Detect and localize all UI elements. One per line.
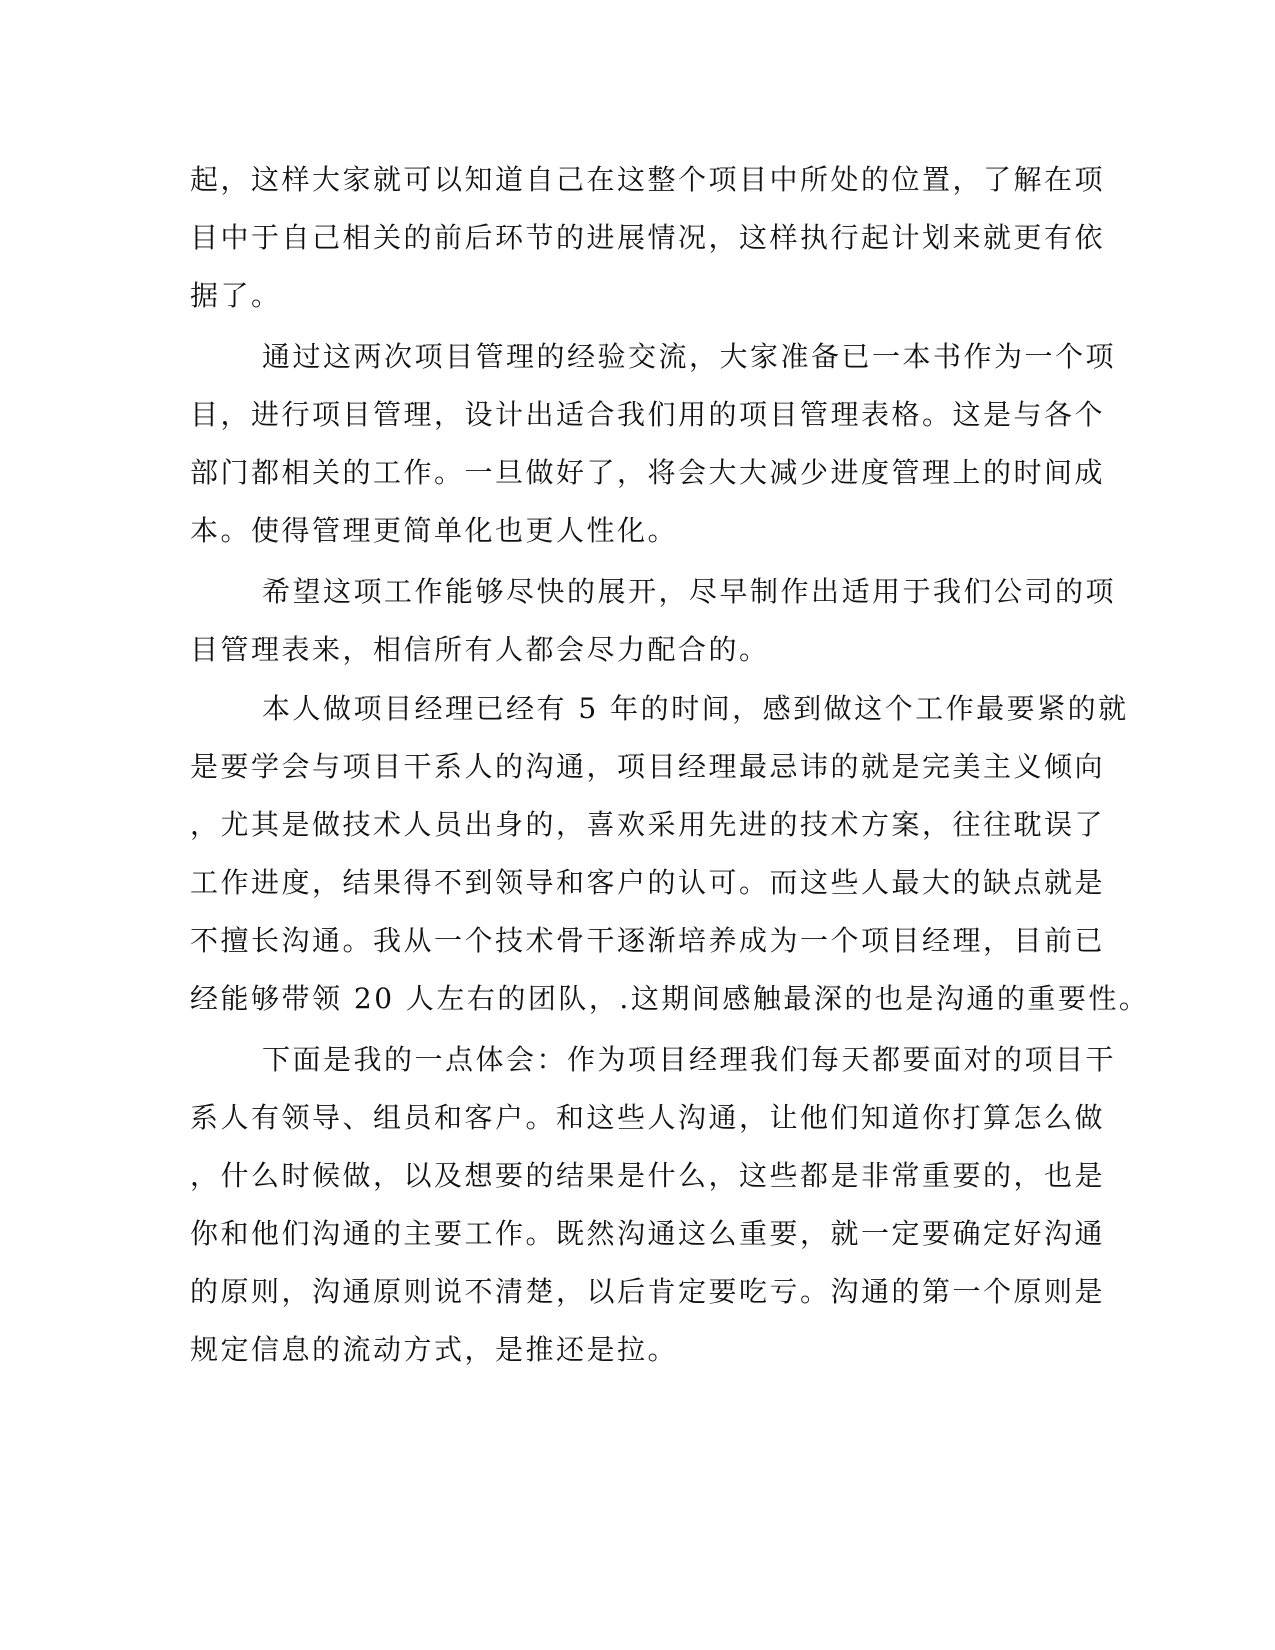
text-line: 不擅长沟通。我从一个技术骨干逐渐培养成为一个项目经理，目前已 (190, 924, 1106, 957)
text-line: 工作进度，结果得不到领导和客户的认可。而这些人最大的缺点就是 (190, 866, 1106, 899)
text-line: ，尤其是做技术人员出身的，喜欢采用先进的技术方案，往往耽误了 (190, 808, 1106, 841)
text-line: 是要学会与项目干系人的沟通，项目经理最忌讳的就是完美主义倾向 (190, 750, 1106, 783)
text-line: 本。使得管理更简单化也更人性化。 (190, 514, 679, 547)
text-line: 的原则，沟通原则说不清楚，以后肯定要吃亏。沟通的第一个原则是 (190, 1275, 1106, 1308)
text-line: 经能够带领 20 人左右的团队，.这期间感触最深的也是沟通的重要性。 (190, 982, 1150, 1015)
paragraph-first-line: 通过这两次项目管理的经验交流，大家准备已一本书作为一个项 (262, 340, 1117, 373)
text-line: 据了。 (190, 279, 282, 312)
text-line: 系人有领导、组员和客户。和这些人沟通，让他们知道你打算怎么做 (190, 1101, 1106, 1134)
text-line: 你和他们沟通的主要工作。既然沟通这么重要，就一定要确定好沟通 (190, 1217, 1106, 1250)
text-line: 规定信息的流动方式，是推还是拉。 (190, 1333, 679, 1366)
text-line: 目中于自己相关的前后环节的进展情况，这样执行起计划来就更有依 (190, 221, 1106, 254)
text-line: 目管理表来，相信所有人都会尽力配合的。 (190, 633, 770, 666)
text-line: 部门都相关的工作。一旦做好了，将会大大减少进度管理上的时间成 (190, 456, 1106, 489)
paragraph-first-line: 本人做项目经理已经有 5 年的时间，感到做这个工作最要紧的就 (262, 692, 1129, 725)
text-line: 起，这样大家就可以知道自己在这整个项目中所处的位置，了解在项 (190, 163, 1106, 196)
paragraph-first-line: 希望这项工作能够尽快的展开，尽早制作出适用于我们公司的项 (262, 575, 1117, 608)
text-line: ，什么时候做，以及想要的结果是什么，这些都是非常重要的，也是 (190, 1159, 1106, 1192)
text-line: 目，进行项目管理，设计出适合我们用的项目管理表格。这是与各个 (190, 398, 1106, 431)
paragraph-first-line: 下面是我的一点体会：作为项目经理我们每天都要面对的项目干 (262, 1043, 1117, 1076)
